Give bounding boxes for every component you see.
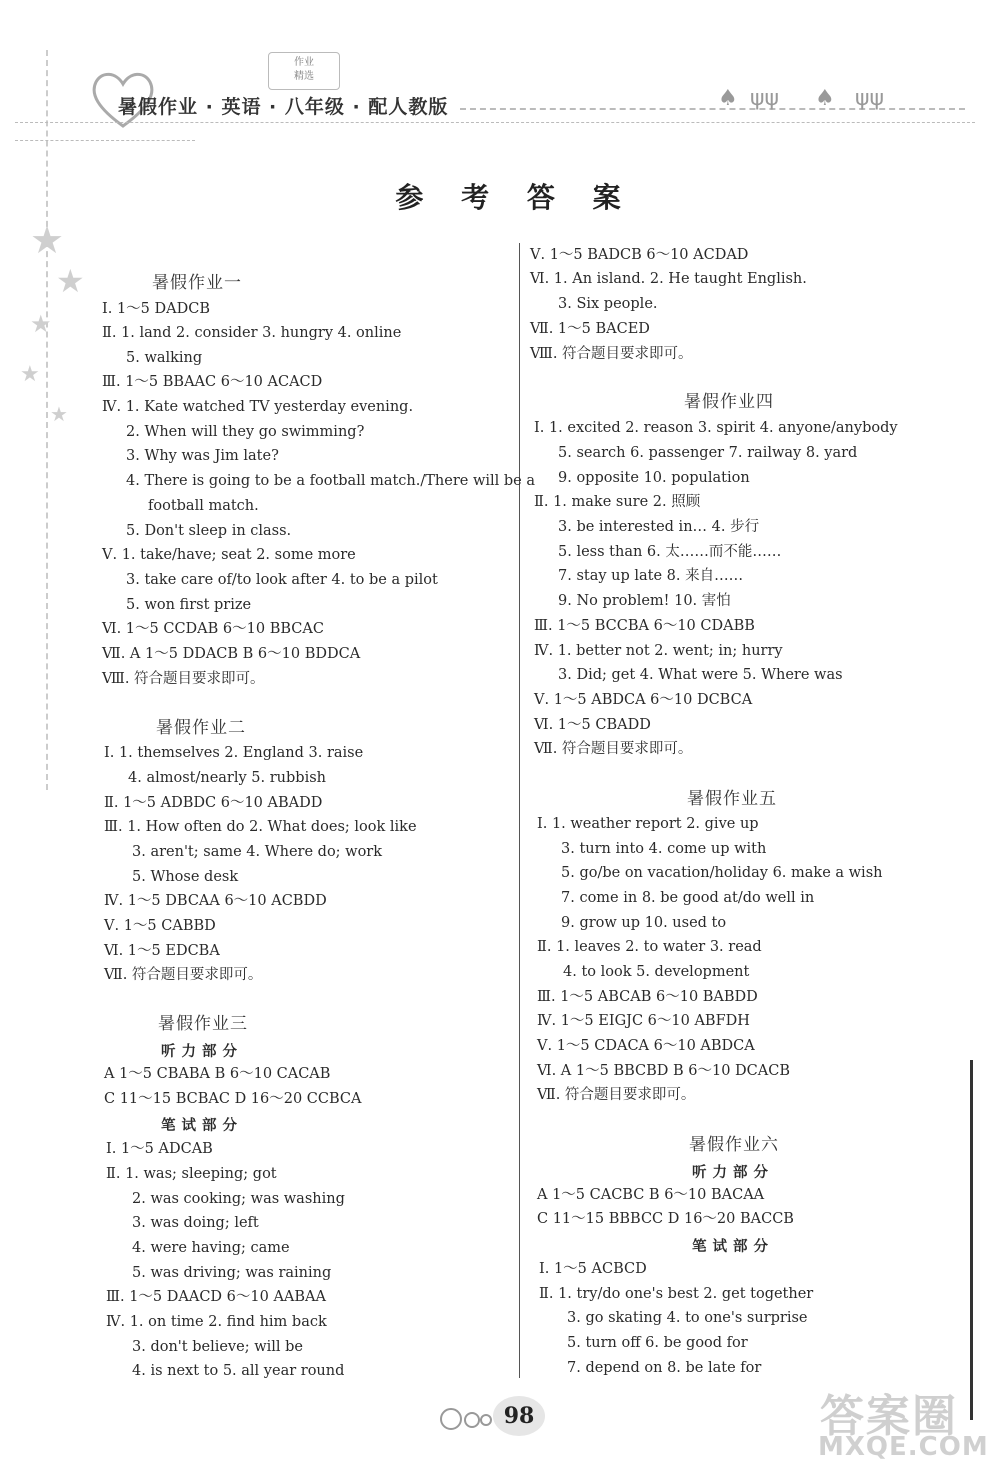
answer-line: 3. aren't; same 4. Where do; work xyxy=(132,844,383,860)
answer-line: Ⅱ. 1. make sure 2. 照顾 xyxy=(534,494,701,510)
answer-line: 7. come in 8. be good at/do well in xyxy=(561,890,815,906)
column-divider xyxy=(519,243,520,1378)
subsection-heading: 笔试部分 xyxy=(692,1239,774,1255)
answer-line: 4. is next to 5. all year round xyxy=(132,1363,345,1379)
leaf-icon: ♠ xyxy=(815,86,835,111)
flower-icon: ψψ xyxy=(750,86,780,111)
answer-line: 2. When will they go swimming? xyxy=(126,424,365,440)
answer-line: Ⅰ. 1. excited 2. reason 3. spirit 4. anyone/anybody xyxy=(534,420,898,436)
header-banner: 暑假作业 · 英语 · 八年级 · 配人教版 xyxy=(118,96,449,118)
answer-line: 3. turn into 4. come up with xyxy=(561,841,767,857)
star-icon: ★ xyxy=(30,218,65,262)
answer-line: 3. be interested in… 4. 步行 xyxy=(558,519,760,535)
answer-line: 9. grow up 10. used to xyxy=(561,915,727,931)
answer-line: Ⅶ. 符合题目要求即可。 xyxy=(104,967,263,983)
answer-line: Ⅴ. 1. take/have; seat 2. some more xyxy=(102,547,356,563)
answer-line: 4. There is going to be a football match./There will be a xyxy=(126,473,536,489)
answer-line: Ⅳ. 1～5 DBCAA 6～10 ACBDD xyxy=(104,893,327,909)
answer-line: 5. walking xyxy=(126,350,203,366)
header-rule xyxy=(15,122,975,123)
section-heading: 暑假作业四 xyxy=(684,392,774,412)
section-heading: 暑假作业二 xyxy=(156,718,246,738)
section-heading: 暑假作业一 xyxy=(152,273,242,293)
answer-line: 5. turn off 6. be good for xyxy=(567,1335,748,1351)
page-number: 98 xyxy=(493,1396,545,1436)
answer-line: A 1～5 CBABA B 6～10 CACAB xyxy=(104,1066,331,1082)
circle-decoration-icon xyxy=(440,1408,462,1430)
answer-line: Ⅶ. 符合题目要求即可。 xyxy=(534,741,693,757)
answer-line: Ⅳ. 1. better not 2. went; in; hurry xyxy=(534,643,783,659)
answer-line: 4. were having; came xyxy=(132,1240,290,1256)
stamp-text: 作业 xyxy=(294,57,314,68)
watermark-url: MXQE.COM xyxy=(818,1432,989,1462)
answer-line: Ⅵ. 1. An island. 2. He taught English. xyxy=(530,271,807,287)
answer-line: Ⅷ. 符合题目要求即可。 xyxy=(102,671,265,687)
section-heading: 暑假作业三 xyxy=(158,1014,248,1034)
header-rule-short xyxy=(15,140,195,141)
answer-line: 3. take care of/to look after 4. to be a pilot xyxy=(126,572,438,588)
answer-line: Ⅴ. 1～5 CDACA 6～10 ABDCA xyxy=(537,1038,755,1054)
subsection-heading: 笔试部分 xyxy=(161,1118,243,1134)
answer-line: Ⅳ. 1. Kate watched TV yesterday evening. xyxy=(102,399,414,415)
answer-line: Ⅱ. 1. was; sleeping; got xyxy=(106,1166,277,1182)
answer-line: Ⅲ. 1～5 DAACD 6～10 AABAA xyxy=(106,1289,326,1305)
star-icon: ★ xyxy=(20,362,40,387)
answer-line: Ⅲ. 1～5 BBAAC 6～10 ACACD xyxy=(102,374,323,390)
answer-line: Ⅶ. 符合题目要求即可。 xyxy=(537,1087,696,1103)
answer-line: 3. go skating 4. to one's surprise xyxy=(567,1310,808,1326)
answer-line: 9. opposite 10. population xyxy=(558,470,750,486)
answer-line: 5. Whose desk xyxy=(132,869,239,885)
answer-line: A 1～5 CACBC B 6～10 BACAA xyxy=(537,1187,765,1203)
answer-line: Ⅲ. 1～5 ABCAB 6～10 BABDD xyxy=(537,989,758,1005)
answer-line: C 11～15 BCBAC D 16～20 CCBCA xyxy=(104,1091,362,1107)
answer-line: 5. less than 6. 太……而不能…… xyxy=(558,544,782,560)
answer-line: Ⅴ. 1～5 CABBD xyxy=(104,918,216,934)
subsection-heading: 听力部分 xyxy=(161,1044,243,1060)
answer-line: 5. search 6. passenger 7. railway 8. yard xyxy=(558,445,858,461)
answer-line: Ⅶ. A 1～5 DDACB B 6～10 BDDCA xyxy=(102,646,361,662)
answer-line: 5. won first prize xyxy=(126,597,252,613)
stamp-text: 精选 xyxy=(294,71,314,82)
answer-line: Ⅲ. 1. How often do 2. What does; look like xyxy=(104,819,417,835)
answer-line: Ⅱ. 1. leaves 2. to water 3. read xyxy=(537,939,762,955)
answer-line: Ⅰ. 1～5 DADCB xyxy=(102,301,210,317)
answer-line: Ⅴ. 1～5 BADCB 6～10 ACDAD xyxy=(530,247,749,263)
answer-line: Ⅵ. 1～5 CCDAB 6～10 BBCAC xyxy=(102,621,324,637)
answer-line: C 11～15 BBBCC D 16～20 BACCB xyxy=(537,1211,794,1227)
answer-line: 3. was doing; left xyxy=(132,1215,259,1231)
answer-line: Ⅰ. 1. themselves 2. England 3. raise xyxy=(104,745,364,761)
answer-line: 7. stay up late 8. 来自…… xyxy=(558,568,744,584)
leaf-icon: ♠ xyxy=(718,86,738,111)
star-icon: ★ xyxy=(30,310,52,338)
answer-line: Ⅱ. 1. land 2. consider 3. hungry 4. online xyxy=(102,325,402,341)
answer-line: 3. Why was Jim late? xyxy=(126,448,279,464)
answer-line: football match. xyxy=(148,498,259,514)
margin-dashed-line xyxy=(46,50,48,790)
answer-line: Ⅰ. 1～5 ADCAB xyxy=(106,1141,213,1157)
answer-line: Ⅰ. 1. weather report 2. give up xyxy=(537,816,759,832)
answer-line: Ⅵ. 1～5 CBADD xyxy=(534,717,651,733)
answer-line: 5. go/be on vacation/holiday 6. make a wish xyxy=(561,865,883,881)
answer-line: 5. Don't sleep in class. xyxy=(126,523,292,539)
answer-line: 4. to look 5. development xyxy=(563,964,750,980)
answer-line: Ⅶ. 1～5 BACED xyxy=(530,321,650,337)
answer-line: Ⅵ. A 1～5 BBCBD B 6～10 DCACB xyxy=(537,1063,790,1079)
answer-line: 2. was cooking; was washing xyxy=(132,1191,345,1207)
page-edge-shadow xyxy=(970,1060,973,1420)
answer-line: Ⅳ. 1～5 EIGJC 6～10 ABFDH xyxy=(537,1013,750,1029)
header-stamp-icon xyxy=(268,52,340,90)
section-heading: 暑假作业五 xyxy=(687,789,777,809)
answer-line: Ⅷ. 符合题目要求即可。 xyxy=(530,346,693,362)
answer-line: Ⅴ. 1～5 ABDCA 6～10 DCBCA xyxy=(534,692,753,708)
header-dashed-line xyxy=(460,108,965,110)
answer-line: Ⅱ. 1～5 ADBDC 6～10 ABADD xyxy=(104,795,323,811)
answer-line: 3. Did; get 4. What were 5. Where was xyxy=(558,667,843,683)
answer-line: 9. No problem! 10. 害怕 xyxy=(558,593,731,609)
answer-line: Ⅳ. 1. on time 2. find him back xyxy=(106,1314,327,1330)
star-icon: ★ xyxy=(50,402,68,426)
circle-decoration-icon xyxy=(464,1412,480,1428)
answer-line: 4. almost/nearly 5. rubbish xyxy=(128,770,326,786)
subsection-heading: 听力部分 xyxy=(692,1165,774,1181)
star-icon: ★ xyxy=(56,262,85,300)
watermark-logo: 答案圈 xyxy=(820,1391,958,1442)
answer-line: Ⅰ. 1～5 ACBCD xyxy=(539,1261,647,1277)
answer-line: Ⅱ. 1. try/do one's best 2. get together xyxy=(539,1286,814,1302)
answer-line: Ⅲ. 1～5 BCCBA 6～10 CDABB xyxy=(534,618,755,634)
answer-line: 3. don't believe; will be xyxy=(132,1339,303,1355)
circle-decoration-icon xyxy=(480,1414,492,1426)
answer-line: 5. was driving; was raining xyxy=(132,1265,332,1281)
section-heading: 暑假作业六 xyxy=(689,1135,779,1155)
answer-line: 3. Six people. xyxy=(558,296,658,312)
answer-line: 7. depend on 8. be late for xyxy=(567,1360,762,1376)
flower-icon: ψψ xyxy=(855,86,885,111)
page-title: 参 考 答 案 xyxy=(395,181,635,214)
answer-line: Ⅵ. 1～5 EDCBA xyxy=(104,943,220,959)
